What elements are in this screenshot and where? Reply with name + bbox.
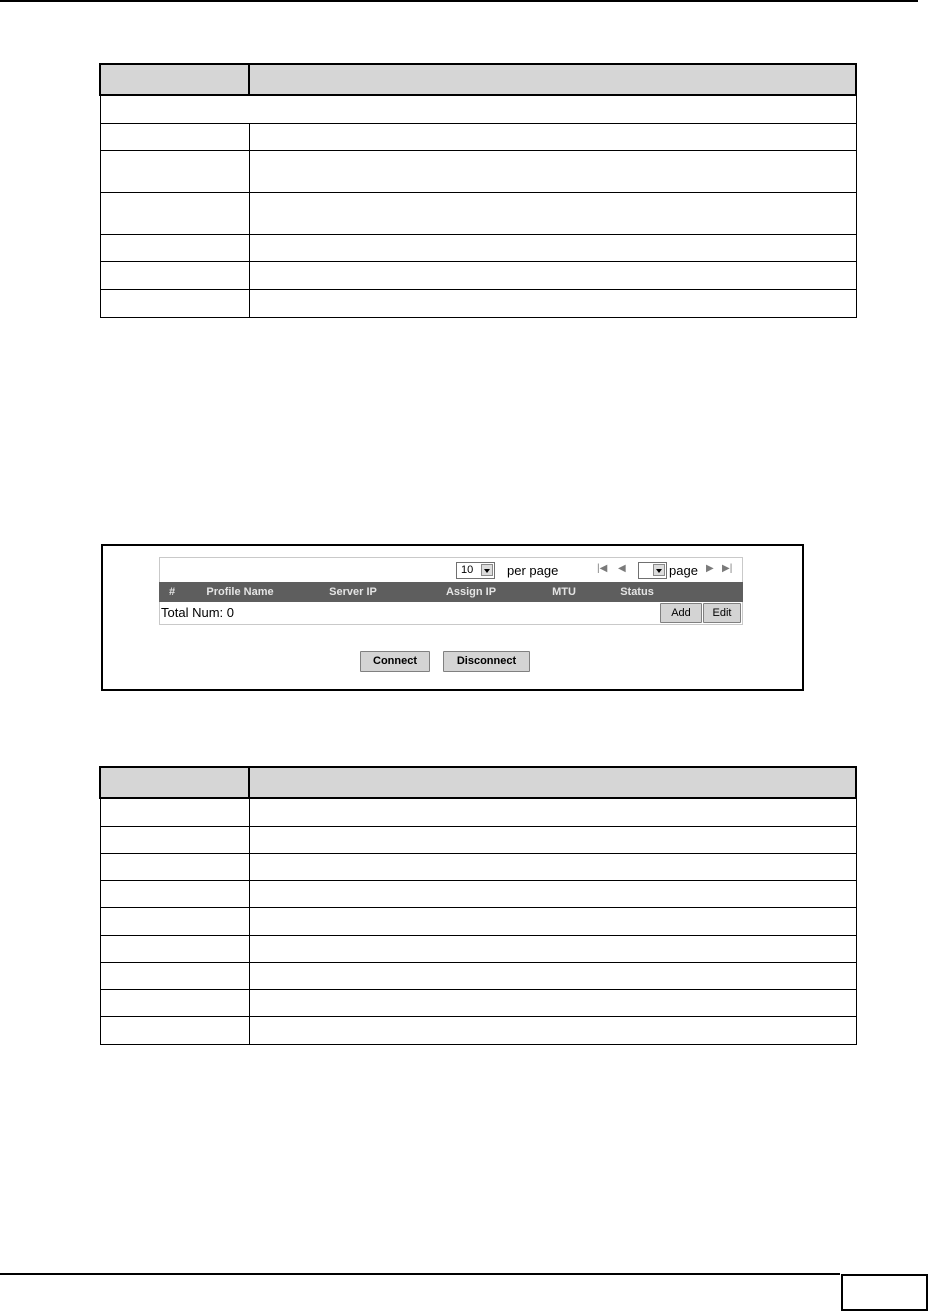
per-page-label: per page	[507, 563, 559, 578]
total-count: Total Num: 0	[161, 605, 234, 620]
next-page-icon[interactable]: ▶	[706, 563, 714, 574]
connect-button[interactable]: Connect	[360, 651, 430, 672]
add-button[interactable]: Add	[660, 603, 702, 623]
per-page-select[interactable]: 10	[456, 562, 495, 579]
bottom-rule	[0, 1273, 840, 1275]
last-page-icon[interactable]: ▶|	[722, 563, 733, 574]
field-description-table-2	[99, 766, 857, 1045]
total-row	[159, 602, 743, 625]
col-status[interactable]: Status	[620, 586, 654, 598]
pagination-toolbar	[159, 557, 743, 582]
col-profile-name[interactable]: Profile Name	[206, 586, 274, 598]
top-rule	[0, 0, 918, 2]
page-select[interactable]	[638, 562, 667, 579]
first-page-icon[interactable]: |◀	[597, 563, 608, 574]
col-assign-ip[interactable]: Assign IP	[445, 586, 497, 598]
edit-button[interactable]: Edit	[703, 603, 741, 623]
column-header-row	[159, 582, 743, 602]
profile-list-panel	[159, 557, 743, 625]
page-number-box	[841, 1274, 928, 1311]
prev-page-icon[interactable]: ◀	[618, 563, 626, 574]
col-server-ip[interactable]: Server IP	[329, 586, 377, 598]
col-index[interactable]: #	[168, 586, 176, 598]
screenshot-figure	[101, 544, 804, 691]
col-mtu[interactable]: MTU	[552, 586, 576, 598]
field-description-table-1	[99, 63, 857, 318]
section-row	[100, 95, 856, 123]
chevron-down-icon	[481, 564, 493, 576]
disconnect-button[interactable]: Disconnect	[443, 651, 530, 672]
page-label: page	[669, 563, 698, 578]
chevron-down-icon	[653, 564, 665, 576]
